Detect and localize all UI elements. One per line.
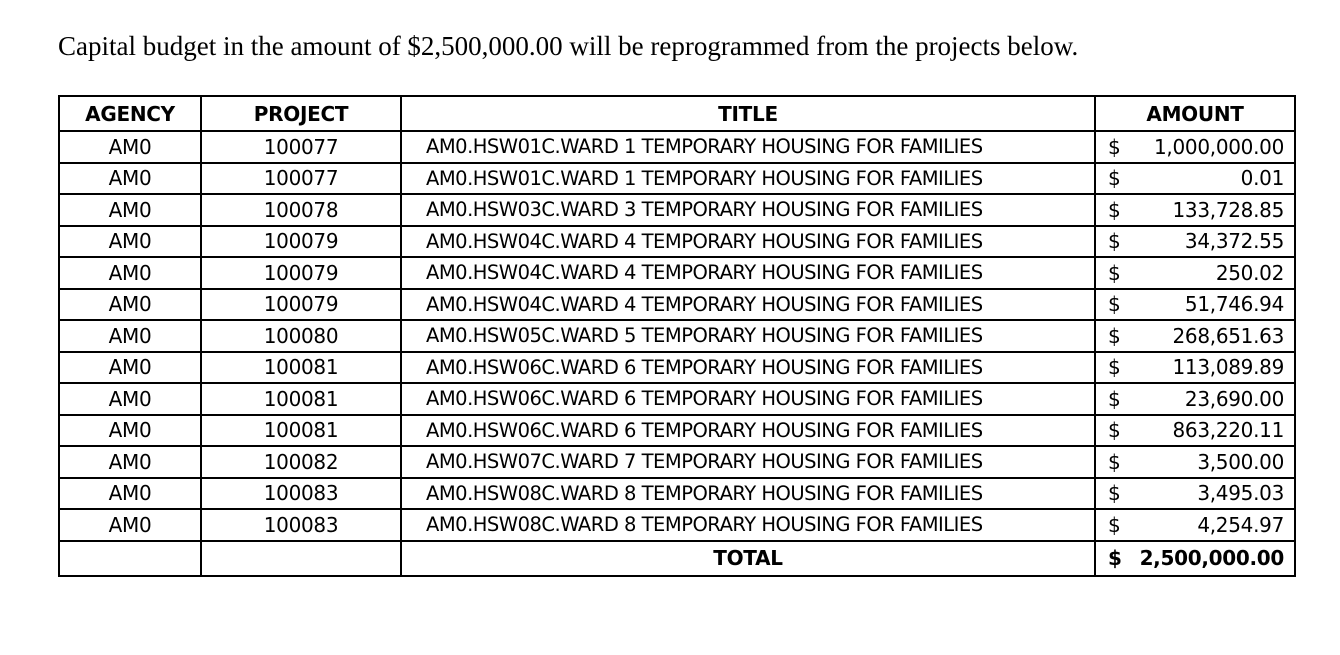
currency-symbol: $	[1108, 512, 1121, 537]
cell-title: AM0.HSW03C.WARD 3 TEMPORARY HOUSING FOR FAMILIES	[401, 194, 1095, 226]
total-empty-project	[201, 541, 401, 576]
table-row	[59, 194, 1295, 226]
total-empty-agency	[59, 541, 201, 576]
cell-title: AM0.HSW08C.WARD 8 TEMPORARY HOUSING FOR FAMILIES	[401, 509, 1095, 541]
amount-value: 51,746.94	[1184, 292, 1284, 317]
amount-value: 3,495.03	[1197, 481, 1284, 506]
cell-agency: AM0	[59, 257, 201, 289]
amount-value: 0.01	[1240, 166, 1284, 191]
cell-project: 100079	[201, 226, 401, 258]
cell-agency: AM0	[59, 131, 201, 163]
cell-amount	[1095, 478, 1295, 510]
table-row	[59, 257, 1295, 289]
table-row	[59, 289, 1295, 321]
table-row	[59, 352, 1295, 384]
cell-amount	[1095, 320, 1295, 352]
table-row	[59, 383, 1295, 415]
table-row	[59, 163, 1295, 195]
cell-project: 100077	[201, 163, 401, 195]
amount-value: 34,372.55	[1184, 229, 1284, 254]
header-title: TITLE	[401, 96, 1095, 131]
amount-value: 113,089.89	[1172, 355, 1284, 380]
currency-symbol: $	[1108, 355, 1121, 380]
cell-title: AM0.HSW07C.WARD 7 TEMPORARY HOUSING FOR FAMILIES	[401, 446, 1095, 478]
cell-amount	[1095, 194, 1295, 226]
cell-title: AM0.HSW06C.WARD 6 TEMPORARY HOUSING FOR FAMILIES	[401, 383, 1095, 415]
currency-symbol: $	[1108, 166, 1121, 191]
cell-amount	[1095, 131, 1295, 163]
cell-amount	[1095, 509, 1295, 541]
intro-paragraph: Capital budget in the amount of $2,500,000.00 will be reprogrammed from the projects below.	[58, 31, 1079, 61]
cell-title: AM0.HSW06C.WARD 6 TEMPORARY HOUSING FOR FAMILIES	[401, 415, 1095, 447]
table-row	[59, 320, 1295, 352]
cell-project: 100082	[201, 446, 401, 478]
cell-project: 100081	[201, 383, 401, 415]
total-label: TOTAL	[401, 541, 1095, 576]
table-header-row	[59, 96, 1295, 131]
cell-project: 100079	[201, 289, 401, 321]
cell-amount	[1095, 352, 1295, 384]
amount-value: 863,220.11	[1172, 418, 1284, 443]
currency-symbol: $	[1108, 418, 1121, 443]
cell-agency: AM0	[59, 509, 201, 541]
cell-amount	[1095, 415, 1295, 447]
currency-symbol: $	[1108, 323, 1121, 348]
cell-agency: AM0	[59, 415, 201, 447]
cell-agency: AM0	[59, 446, 201, 478]
cell-title: AM0.HSW08C.WARD 8 TEMPORARY HOUSING FOR FAMILIES	[401, 478, 1095, 510]
header-project: PROJECT	[201, 96, 401, 131]
currency-symbol: $	[1108, 292, 1121, 317]
cell-project: 100080	[201, 320, 401, 352]
cell-title: AM0.HSW04C.WARD 4 TEMPORARY HOUSING FOR FAMILIES	[401, 289, 1095, 321]
currency-symbol: $	[1108, 260, 1121, 285]
table-row	[59, 226, 1295, 258]
amount-value: 268,651.63	[1172, 323, 1284, 348]
amount-value: 133,728.85	[1172, 197, 1284, 222]
currency-symbol: $	[1108, 481, 1121, 506]
currency-symbol: $	[1108, 449, 1121, 474]
cell-amount	[1095, 383, 1295, 415]
table-row	[59, 509, 1295, 541]
total-amount: 2,500,000.00	[1139, 546, 1284, 570]
cell-amount	[1095, 226, 1295, 258]
total-currency-symbol: $	[1108, 546, 1122, 570]
cell-amount	[1095, 289, 1295, 321]
cell-title: AM0.HSW04C.WARD 4 TEMPORARY HOUSING FOR FAMILIES	[401, 257, 1095, 289]
cell-agency: AM0	[59, 478, 201, 510]
currency-symbol: $	[1108, 229, 1121, 254]
cell-title: AM0.HSW01C.WARD 1 TEMPORARY HOUSING FOR FAMILIES	[401, 163, 1095, 195]
table-body	[59, 131, 1295, 541]
cell-amount	[1095, 163, 1295, 195]
amount-value: 4,254.97	[1197, 512, 1284, 537]
header-amount: AMOUNT	[1095, 96, 1295, 131]
total-row	[59, 541, 1295, 576]
cell-project: 100083	[201, 509, 401, 541]
cell-amount	[1095, 446, 1295, 478]
table-row	[59, 478, 1295, 510]
cell-agency: AM0	[59, 320, 201, 352]
cell-agency: AM0	[59, 352, 201, 384]
total-amount-cell	[1095, 541, 1295, 576]
header-agency: AGENCY	[59, 96, 201, 131]
amount-value: 250.02	[1215, 260, 1284, 285]
cell-agency: AM0	[59, 289, 201, 321]
cell-title: AM0.HSW05C.WARD 5 TEMPORARY HOUSING FOR FAMILIES	[401, 320, 1095, 352]
reprogramming-table	[58, 95, 1296, 577]
cell-agency: AM0	[59, 194, 201, 226]
amount-value: 23,690.00	[1184, 386, 1284, 411]
cell-project: 100081	[201, 415, 401, 447]
table-row	[59, 415, 1295, 447]
cell-agency: AM0	[59, 383, 201, 415]
amount-value: 1,000,000.00	[1154, 134, 1284, 159]
cell-agency: AM0	[59, 163, 201, 195]
table-row	[59, 131, 1295, 163]
currency-symbol: $	[1108, 197, 1121, 222]
cell-amount	[1095, 257, 1295, 289]
cell-project: 100083	[201, 478, 401, 510]
cell-agency: AM0	[59, 226, 201, 258]
table-row	[59, 446, 1295, 478]
currency-symbol: $	[1108, 386, 1121, 411]
currency-symbol: $	[1108, 134, 1121, 159]
cell-project: 100079	[201, 257, 401, 289]
amount-value: 3,500.00	[1197, 449, 1284, 474]
cell-project: 100078	[201, 194, 401, 226]
cell-title: AM0.HSW04C.WARD 4 TEMPORARY HOUSING FOR FAMILIES	[401, 226, 1095, 258]
cell-title: AM0.HSW01C.WARD 1 TEMPORARY HOUSING FOR FAMILIES	[401, 131, 1095, 163]
cell-project: 100077	[201, 131, 401, 163]
cell-project: 100081	[201, 352, 401, 384]
cell-title: AM0.HSW06C.WARD 6 TEMPORARY HOUSING FOR FAMILIES	[401, 352, 1095, 384]
